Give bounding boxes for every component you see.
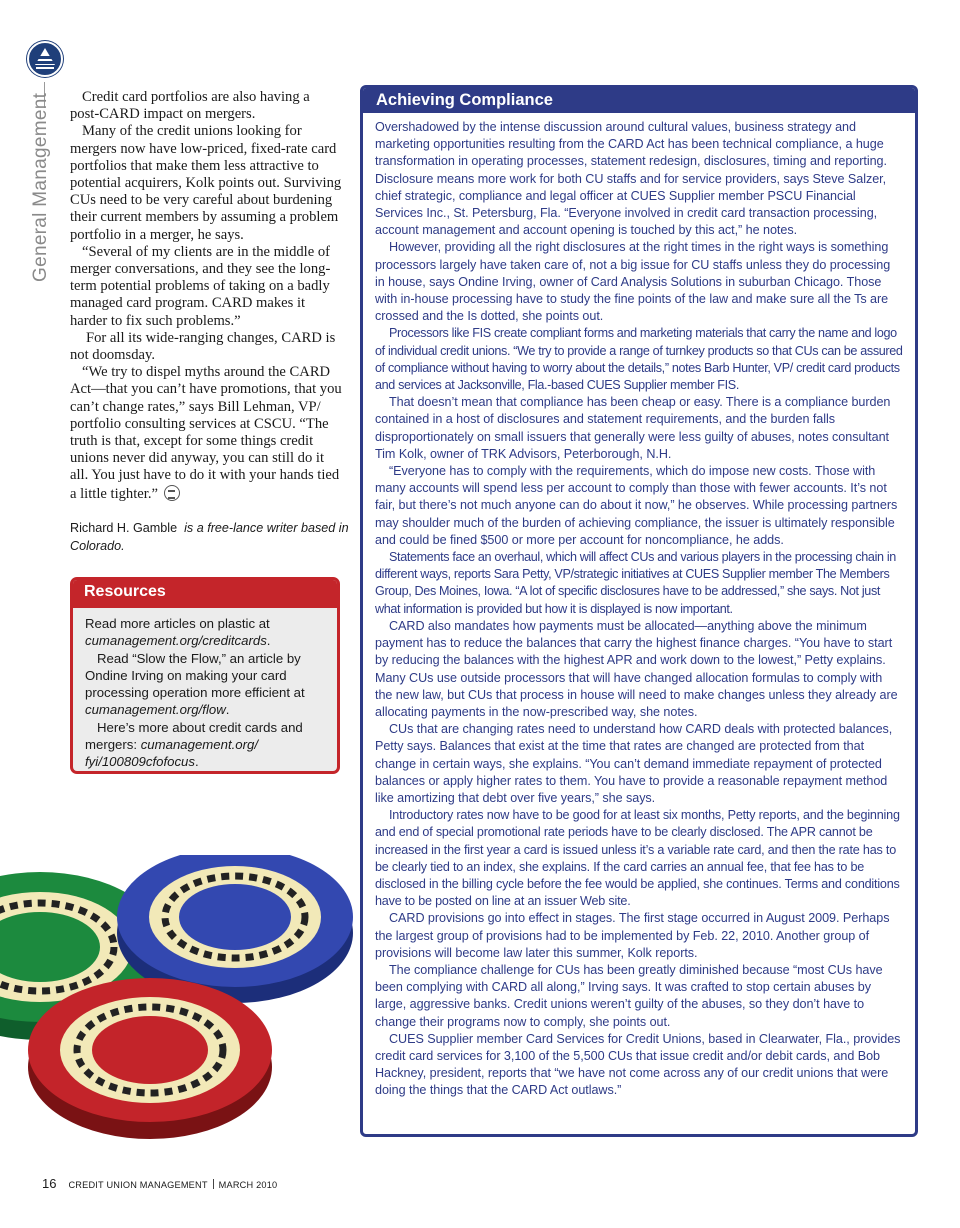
achieving-compliance-sidebar (360, 85, 918, 1137)
resource-link[interactable]: cumanagement.org/flow (85, 702, 226, 718)
cues-logo-icon (26, 40, 64, 78)
resource-link[interactable]: cumanagement.org/ fyi/100809cfofocus (85, 737, 258, 770)
publication-name: CREDIT UNION MANAGEMENT (68, 1180, 208, 1190)
sidebar-paragraph: Statements face an overhaul, which will affect CUs and various players in the processing chain in different ways, reports Sara Petty, VP/strategic initiatives at CUES Supplier member The Members Group, Des Moines, Iowa. “A lot of specific disclosures have to be addressed,” she says. Not just what information is provided but how it is displayed is now important. (375, 550, 896, 616)
resources-box (70, 577, 340, 774)
resource-item: Read “Slow the Flow,” an article by Ondine Irving on making your card processing operation more efficient at cumanagement.org/flow. (85, 650, 305, 718)
sidebar-paragraph: That doesn’t mean that compliance has been cheap or easy. There is a compliance burden contained in a host of disclosures and statement requirements, and the burden falls disproportionately on small issuers that generally were less guilty of abuses, notes consultant Tim Kolk, owner of TRK Advisors, Peterborough, N.H. (375, 395, 891, 461)
issue-date: MARCH 2010 (218, 1180, 278, 1190)
sidebar-paragraph: Overshadowed by the intense discussion around cultural values, business strategy and marketing opportunities resulting from the CARD Act has been technical compliance, a huge transformation in operating processes, statement redesign, disclosures, timing and reporting. Disclosure means more work for both CU staffs and for service providers, says Steve Salzer, chief strategic, compliance and legal officer at CUES Supplier member PSCU Financial Services Inc., St. Petersburg, Fla. “Everyone involved in credit card transaction processing, account management and account opening is touched by this act,” he notes. (375, 120, 887, 238)
resource-item: Here’s more about credit cards and mergers: cumanagement.org/ fyi/100809cfofocus. (85, 719, 303, 770)
article-paragraph: Credit card portfolios are also having a post-CARD impact on mergers. (70, 89, 310, 123)
article-body (70, 89, 342, 503)
red-chip (28, 978, 272, 1139)
section-label: General Management (30, 92, 51, 282)
article-paragraph: “Several of my clients are in the middle of merger conversations, and they see the long-term potential problems of taking on a badly managed card program. CARD makes it harder to fix such problems.” (70, 243, 331, 329)
end-of-article-icon (164, 485, 180, 501)
author-byline (70, 519, 350, 555)
sidebar-paragraph: “Everyone has to comply with the requirements, which do impose new costs. Those with many accounts will spend less per account to comply than those with fewer accounts. It’s not fair, but there’s not much anyone can do about it now,” he observes. While processing partners may shoulder much of the burden of achieving compliance, the issuer is ultimately responsible and could be fined $500 or more per account for noncompliance, he adds. (375, 464, 898, 547)
page-number: 16 (42, 1176, 57, 1191)
poker-chips-illustration (0, 855, 360, 1145)
sidebar-paragraph: The compliance challenge for CUs has been greatly diminished because “most CUs have been complying with CARD all along,” Irving says. It was crafted to stop certain abuses by large, aggressive banks. Credit unions weren’t guilty of the abuses, so they don’t have to change their programs now to comply, she points out. (375, 962, 883, 1029)
sidebar-paragraph: However, providing all the right disclosures at the right times in the right ways is something processors largely have taken care of, not a big issue for CU staffs unless they do processing in house, says Ondine Irving, owner of Card Analysis Solutions in suburban Chicago. Those with in-house processing have to study the fine points of the law and make sure all the Ts are crossed and the Is dotted, she points out. (375, 240, 891, 324)
footer-divider (213, 1179, 214, 1189)
article-paragraph: Many of the credit unions looking for mergers now have low-priced, fixed-rate card portfolios that make them less attractive to potential acquirers, Kolk points out. Surviving CUs need to be very careful about burdening their current members by assuming a problem portfolio in a merger, he says. (70, 123, 342, 243)
sidebar-paragraph: Introductory rates now have to be good for at least six months, Petty reports, and the beginning and end of special promotional rate periods have to be clearly disclosed. The APR cannot be increased in the first year a card is issued unless it’s a variable rate card, and then the rate has to be clearly tied to an index, she explains. If the card carries an annual fee, that fee has to be disclosed in the billing cycle before the fee would be applied, she continues. Terms and conditions have to be posted on line at an issuer Web site. (375, 808, 900, 909)
sidebar-paragraph: CARD provisions go into effect in stages. The first stage occurred in August 2009. Perhaps the largest group of provisions had to be implemented by Feb. 22, 2010. Another group of provisions will become law later this summer, Kolk reports. (375, 911, 890, 960)
author-name: Richard H. Gamble (70, 521, 178, 535)
resource-link[interactable]: cumanagement.org/creditcards (85, 633, 267, 649)
sidebar-paragraph: CUs that are changing rates need to understand how CARD deals with protected balances, Petty says. Balances that exist at the time that rates are changed are protected from that change in certain ways, she explains. “You can’t demand immediate repayment of protected balances or apply higher rates to them. You have to provide a reasonable repayment method like amortizing that debt over five years,” she says. (375, 722, 893, 805)
page-footer (42, 1175, 277, 1193)
sidebar-paragraph: Processors like FIS create compliant forms and marketing materials that carry the name and logo of individual credit unions. “We try to provide a range of turnkey products so that CUs can be assured of compliance without having to worry about the details,” notes Barb Hunter, VP/ credit card products and services at Jacksonville, Fla.-based CUES Supplier member FIS. (375, 326, 903, 393)
article-paragraph: “We try to dispel myths around the CARD Act—that you can’t have promotions, that you can’t change rates,” says Bill Lehman, VP/ portfolio consulting services at CSCU. “The truth is that, except for some things credit unions never did anyway, you can still do it all. You just have to do it with your hands tied a little tighter.” (70, 364, 342, 502)
sidebar-paragraph: CUES Supplier member Card Services for Credit Unions, based in Clearwater, Fla., provides credit card services for 3,100 of the 5,500 CUs that issue credit and/or debit cards, and Bob Hackney, president, reports that “we have not come across any of our credit unions that were doing the things that the CARD Act outlaws.” (375, 1031, 901, 1098)
resource-item: Read more articles on plastic at cumanagement.org/creditcards. (85, 616, 271, 649)
resources-title: Resources (73, 580, 337, 608)
sidebar-title: Achieving Compliance (363, 88, 915, 113)
article-paragraph: For all its wide-ranging changes, CARD is not doomsday. (70, 329, 336, 364)
author-bio: is a free-lance writer based in Colorado. (70, 521, 349, 553)
sidebar-paragraph: CARD also mandates how payments must be allocated—anything above the minimum payment has to reduce the balances that carry the highest finance charges. “You have to start by reducing the balances with the highest APR and work down to the lowest,” Petty explains. Many CUs use outside processors that will have changed allocation formulas to comply with the new law, but CUs that process in house will need to make changes unless they already are allocating payments in the now-prescribed way, she notes. (375, 618, 898, 719)
